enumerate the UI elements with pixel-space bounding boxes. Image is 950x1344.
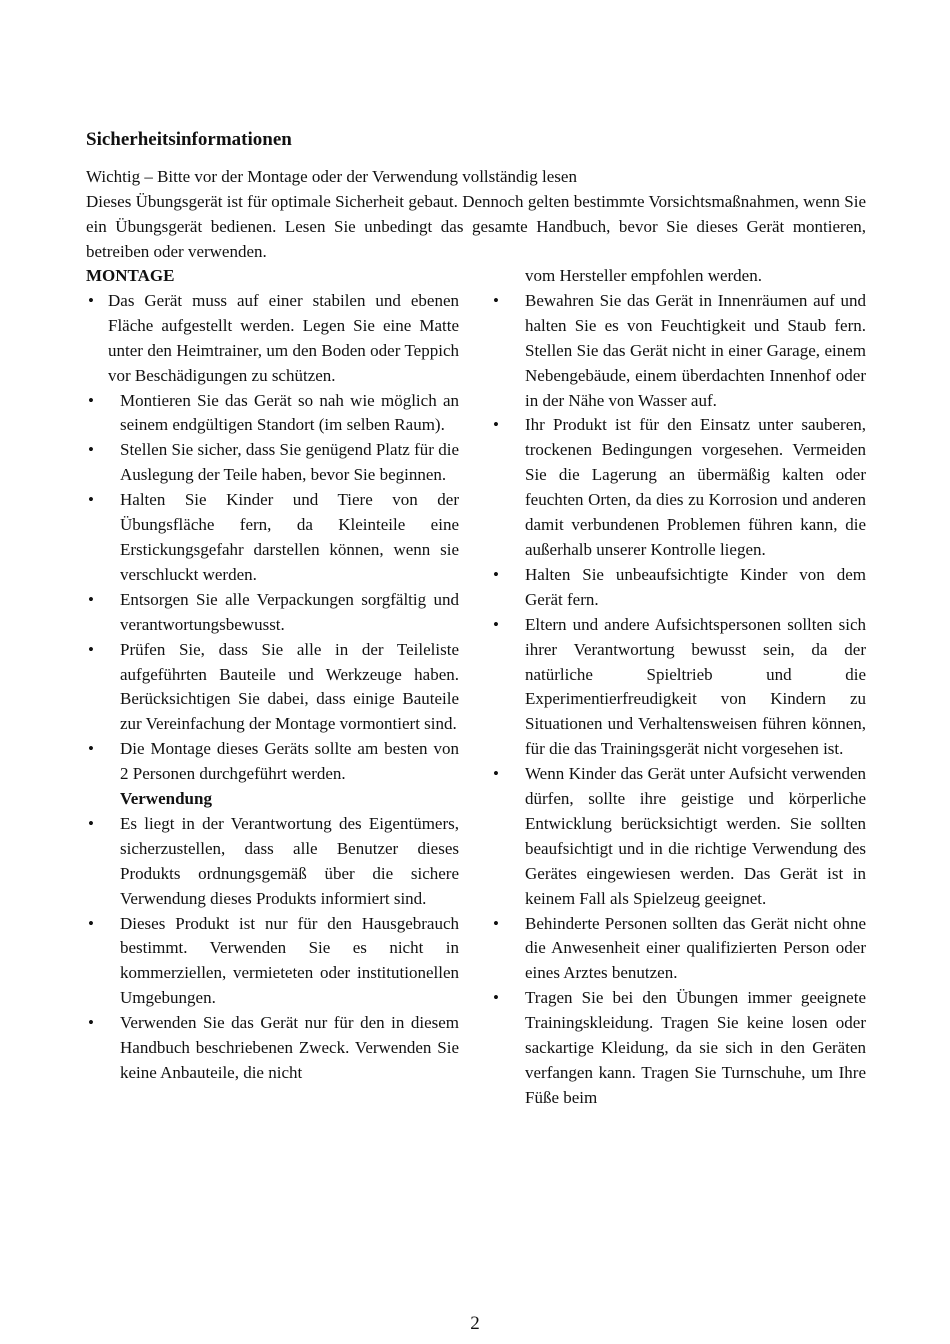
section-heading-verwendung: Verwendung	[120, 789, 212, 809]
bullet-icon: •	[493, 415, 499, 435]
list-item	[86, 588, 459, 638]
list-item-text: Entsorgen Sie alle Verpackungen sorgfältig und verantwortungsbewusst.	[120, 589, 459, 634]
bullet-icon: •	[493, 290, 499, 310]
bullet-icon: •	[88, 390, 94, 410]
list-item-text: Montieren Sie das Gerät so nah wie möglich an seinem endgültigen Standort (im selben Raum).	[120, 390, 459, 435]
list-item-text: Es liegt in der Verantwortung des Eigentümers, sicherzustellen, dass alle Benutzer dieses Produkts ordnungsgemäß über die sichere Verwendung dieses Produkts informiert sind.	[120, 813, 459, 908]
list-item-text: Prüfen Sie, dass Sie alle in der Teileliste aufgeführten Bauteile und Werkzeuge haben. Berücksichtigen Sie dabei, dass einige Bauteile zur Vereinfachung der Montage vormontiert sind.	[120, 639, 459, 734]
list-item-text: Behinderte Personen sollten das Gerät nicht ohne die Anwesenheit einer qualifizierten Person oder eines Arztes benutzen.	[525, 913, 866, 983]
section-heading-montage: MONTAGE	[86, 266, 175, 285]
intro-important-line: Wichtig – Bitte vor der Montage oder der Verwendung vollständig lesen	[86, 167, 577, 186]
list-item	[491, 986, 866, 1111]
intro-section	[86, 165, 866, 265]
bullet-icon: •	[88, 290, 94, 310]
list-item-text: Eltern und andere Aufsichtspersonen sollten sich ihrer Verantwortung bewusst sein, da der natürliche Spieltrieb und die Experimentierfreudigkeit von Kindern zu Situationen und Verhaltensweisen führen können, für die das Trainingsgerät nicht vorgesehen ist.	[525, 614, 866, 759]
list-item	[491, 613, 866, 762]
safety-list	[491, 289, 866, 1111]
list-item-text: Bewahren Sie das Gerät in Innenräumen auf und halten Sie es von Feuchtigkeit und Staub fern. Stellen Sie das Gerät nicht in einer Garage, einem Nebengebäude, einem überdachten Innenhof oder in der Nähe von Wasser auf.	[525, 290, 866, 410]
list-item	[491, 289, 866, 414]
bullet-icon: •	[493, 764, 499, 784]
list-item	[86, 737, 459, 787]
list-item-text: Ihr Produkt ist für den Einsatz unter sauberen, trockenen Bedingungen vorgesehen. Vermeiden Sie die Lagerung an übermäßig kalten oder feuchten Orten, da dies zu Korrosion und anderen damit verbundenen Problemen führen kann, die außerhalb unserer Kontrolle liegen.	[525, 415, 866, 559]
bullet-icon: •	[88, 813, 94, 833]
bullet-icon: •	[88, 490, 94, 510]
list-item	[86, 389, 459, 439]
list-item-text: Das Gerät muss auf einer stabilen und ebenen Fläche aufgestellt werden. Legen Sie eine Matte unter den Heimtrainer, um den Boden oder Teppich vor Beschädigungen zu schützen.	[108, 290, 459, 385]
bullet-icon: •	[88, 913, 94, 933]
left-column	[86, 264, 459, 1086]
intro-paragraph: Dieses Übungsgerät ist für optimale Sicherheit gebaut. Dennoch gelten bestimmte Vorsichtsmaßnahmen, wenn Sie ein Übungsgerät bedienen. Lesen Sie unbedingt das gesamte Handbuch, bevor Sie dieses Gerät montieren, betreiben oder verwenden.	[86, 191, 866, 261]
list-item	[86, 438, 459, 488]
bullet-icon: •	[493, 564, 499, 584]
verwendung-list	[86, 812, 459, 1086]
bullet-icon: •	[88, 739, 94, 759]
list-item-text: Stellen Sie sicher, dass Sie genügend Platz für die Auslegung der Teile haben, bevor Sie beginnen.	[120, 440, 459, 485]
list-item-text: Verwenden Sie das Gerät nur für den in diesem Handbuch beschriebenen Zweck. Verwenden Sie keine Anbauteile, die nicht	[120, 1013, 459, 1082]
bullet-icon: •	[88, 440, 94, 460]
list-item-text: Wenn Kinder das Gerät unter Aufsicht verwenden dürfen, sollte ihre geistige und körperliche Entwicklung berücksichtigt werden. Sie sollten beaufsichtigt und in die richtige Verwendung des Gerätes eingewiesen werden. Das Gerät ist in keinem Fall als Spielzeug geeignet.	[525, 764, 866, 908]
list-item	[86, 638, 459, 738]
bullet-icon: •	[88, 639, 94, 659]
list-item-text: Halten Sie unbeaufsichtigte Kinder von dem Gerät fern.	[525, 564, 866, 609]
bullet-icon: •	[88, 589, 94, 609]
list-item	[491, 563, 866, 613]
list-item	[86, 812, 459, 912]
bullet-icon: •	[493, 614, 499, 634]
list-item	[491, 912, 866, 987]
right-column	[491, 264, 866, 1111]
continuation-text: vom Hersteller empfohlen werden.	[525, 266, 762, 285]
list-item	[86, 912, 459, 1012]
list-item	[491, 413, 866, 562]
bullet-icon: •	[88, 1013, 94, 1033]
bullet-icon: •	[493, 988, 499, 1008]
list-item-text: Halten Sie Kinder und Tiere von der Übungsfläche fern, da Kleinteile eine Erstickungsgefahr darstellen können, wenn sie verschluckt werden.	[120, 490, 459, 584]
list-item	[86, 1011, 459, 1086]
bullet-icon: •	[493, 913, 499, 933]
list-item-text: Dieses Produkt ist nur für den Hausgebrauch bestimmt. Verwenden Sie es nicht in kommerziellen, vermieteten oder institutionellen Umgebungen.	[120, 913, 459, 1008]
page-title: Sicherheitsinformationen	[86, 129, 292, 150]
page-number: 2	[470, 1313, 480, 1334]
list-item	[86, 289, 459, 389]
list-item	[491, 762, 866, 911]
list-item-text: Die Montage dieses Geräts sollte am besten von 2 Personen durchgeführt werden.	[120, 739, 459, 784]
list-item	[86, 488, 459, 588]
montage-list	[86, 289, 459, 787]
list-item-text: Tragen Sie bei den Übungen immer geeignete Trainingskleidung. Tragen Sie keine losen oder sackartige Kleidung, da sie sich in den Geräten verfangen kann. Tragen Sie Turnschuhe, um Ihre Füße beim	[525, 988, 866, 1107]
